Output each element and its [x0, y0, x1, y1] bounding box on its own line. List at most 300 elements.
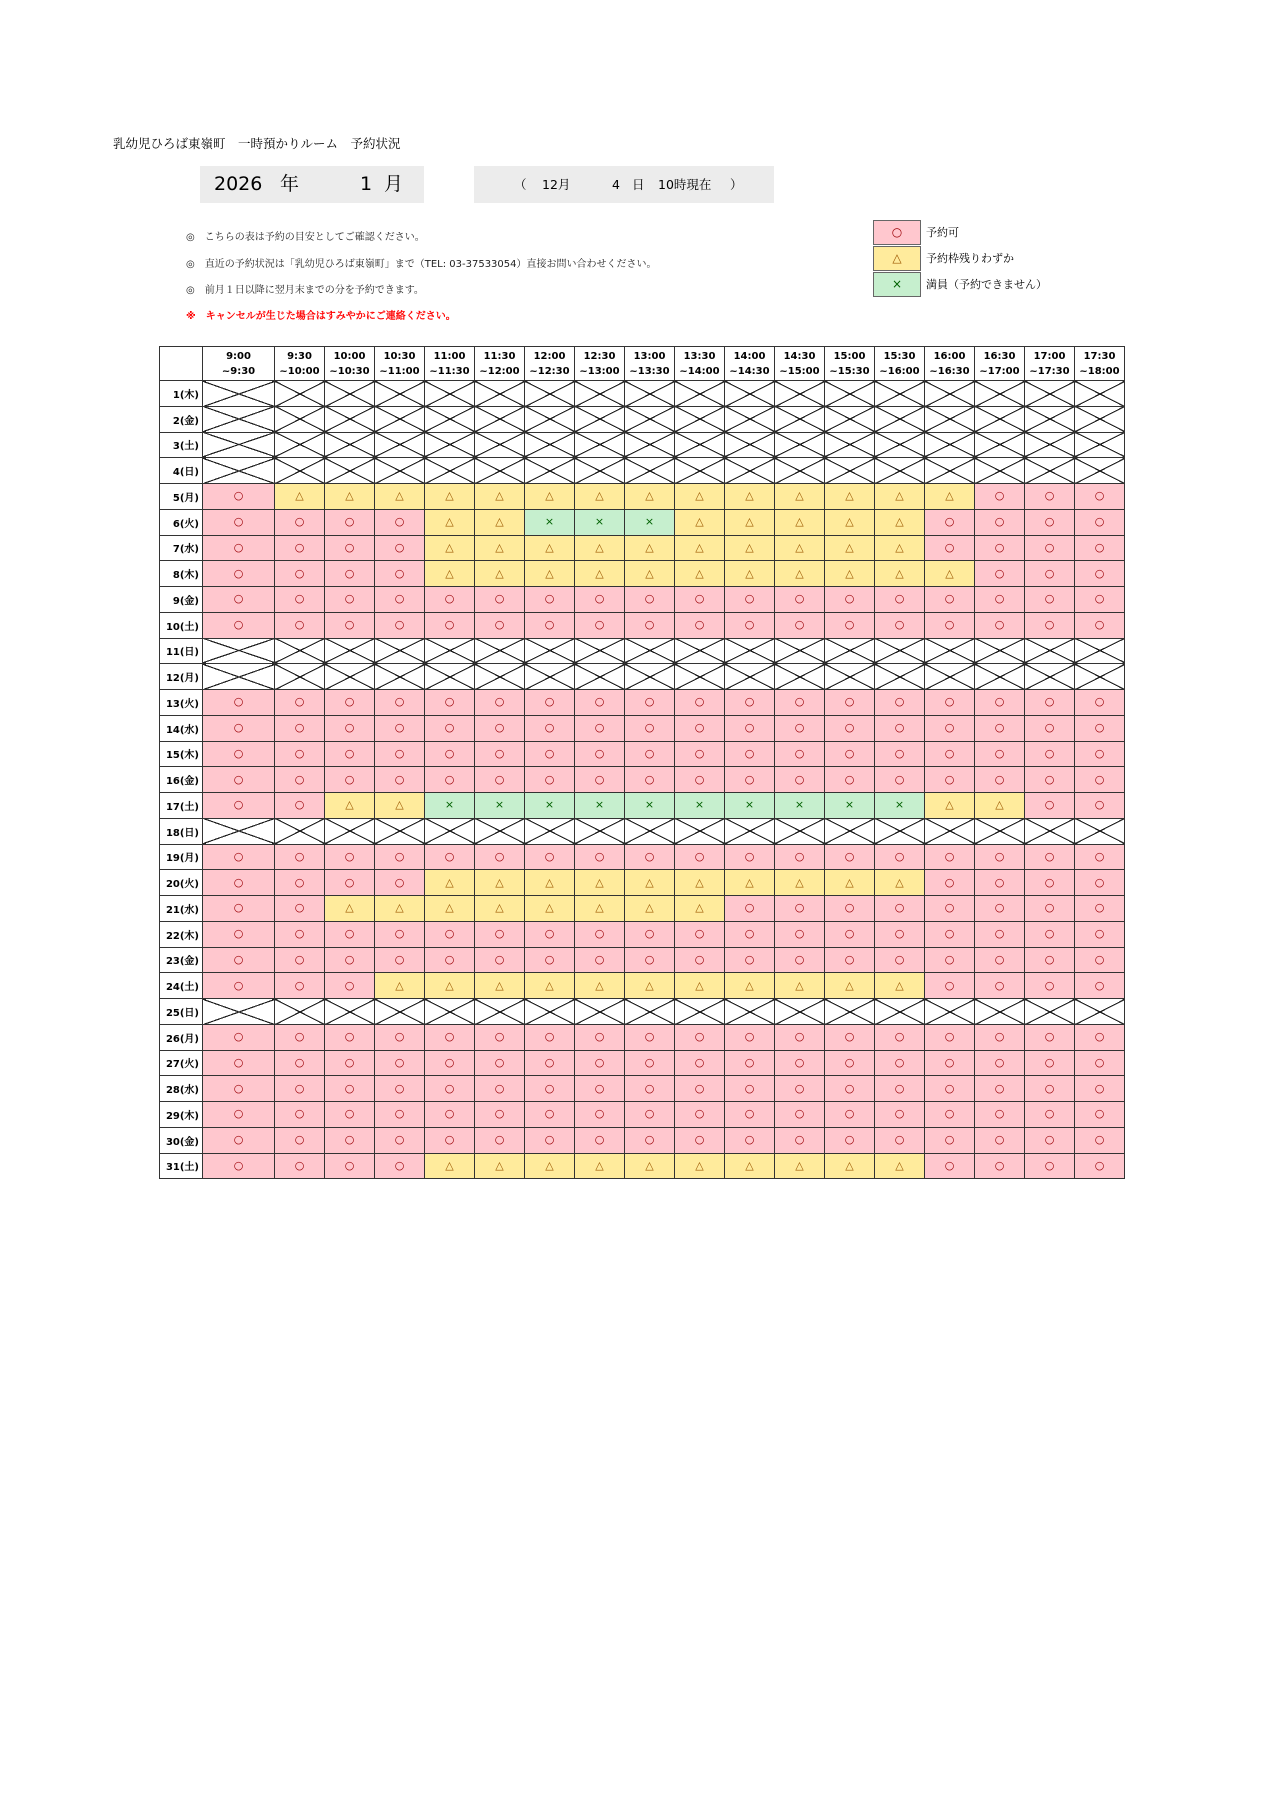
- slot-status-available: ○: [1075, 973, 1125, 999]
- closed-cell: [875, 432, 925, 458]
- slot-status-available: ○: [975, 587, 1025, 613]
- slot-status-few-left: △: [575, 561, 625, 587]
- closed-cell: [775, 638, 825, 664]
- closed-cell: [1025, 638, 1075, 664]
- slot-status-available: ○: [425, 844, 475, 870]
- slot-status-available: ○: [203, 715, 275, 741]
- day-label: 23(金): [160, 947, 203, 973]
- slot-status-few-left: △: [625, 896, 675, 922]
- slot-status-available: ○: [525, 587, 575, 613]
- slot-status-few-left: △: [575, 484, 625, 510]
- slot-status-available: ○: [825, 1024, 875, 1050]
- closed-cell: [825, 999, 875, 1025]
- slot-status-available: ○: [825, 1102, 875, 1128]
- slot-status-available: ○: [275, 509, 325, 535]
- slot-status-available: ○: [925, 896, 975, 922]
- slot-status-few-left: △: [575, 870, 625, 896]
- closed-cell: [975, 406, 1025, 432]
- slot-status-few-left: △: [425, 896, 475, 922]
- slot-status-available: ○: [375, 921, 425, 947]
- closed-cell: [275, 432, 325, 458]
- slot-status-available: ○: [625, 1076, 675, 1102]
- slot-status-available: ○: [1075, 1024, 1125, 1050]
- closed-cell: [975, 381, 1025, 407]
- table-row: [160, 767, 1125, 793]
- slot-status-few-left: △: [675, 870, 725, 896]
- closed-cell: [425, 406, 475, 432]
- slot-end: ~10:30: [329, 365, 370, 377]
- slot-status-available: ○: [825, 1050, 875, 1076]
- reservation-table: [159, 346, 1125, 1179]
- as-of-date-box: [474, 166, 774, 203]
- slot-end: ~9:30: [221, 365, 256, 377]
- slot-status-few-left: △: [875, 870, 925, 896]
- slot-status-available: ○: [675, 587, 725, 613]
- slot-status-available: ○: [975, 870, 1025, 896]
- closed-cell: [725, 664, 775, 690]
- closed-cell: [875, 664, 925, 690]
- slot-status-available: ○: [625, 741, 675, 767]
- slot-status-available: ○: [375, 1102, 425, 1128]
- slot-status-available: ○: [475, 690, 525, 716]
- slot-status-available: ○: [975, 1153, 1025, 1179]
- time-slot-header: [725, 347, 775, 381]
- slot-status-available: ○: [1075, 947, 1125, 973]
- slot-start: 16:00: [933, 350, 966, 362]
- closed-cell: [925, 664, 975, 690]
- slot-status-few-left: △: [925, 561, 975, 587]
- closed-cell: [625, 381, 675, 407]
- slot-status-few-left: △: [425, 561, 475, 587]
- slot-status-available: ○: [775, 587, 825, 613]
- slot-status-available: ○: [725, 612, 775, 638]
- slot-status-full: ×: [525, 509, 575, 535]
- slot-status-available: ○: [875, 921, 925, 947]
- slot-status-available: ○: [625, 1102, 675, 1128]
- slot-status-available: ○: [925, 1076, 975, 1102]
- closed-cell: [275, 638, 325, 664]
- slot-status-few-left: △: [675, 896, 725, 922]
- slot-status-available: ○: [875, 844, 925, 870]
- slot-status-full: ×: [525, 793, 575, 819]
- slot-status-available: ○: [375, 1076, 425, 1102]
- closed-cell: [675, 664, 725, 690]
- slot-status-available: ○: [725, 741, 775, 767]
- closed-cell: [425, 381, 475, 407]
- year-value: 2026: [214, 173, 263, 195]
- closed-cell: [325, 458, 375, 484]
- closed-cell: [775, 381, 825, 407]
- slot-status-available: ○: [275, 741, 325, 767]
- day-label: 29(木): [160, 1102, 203, 1128]
- slot-status-available: ○: [775, 1050, 825, 1076]
- slot-status-available: ○: [625, 947, 675, 973]
- closed-cell: [525, 406, 575, 432]
- slot-status-available: ○: [575, 587, 625, 613]
- slot-status-available: ○: [575, 741, 625, 767]
- slot-status-available: ○: [275, 1127, 325, 1153]
- as-of-day-unit: 日: [632, 177, 645, 192]
- closed-cell: [325, 638, 375, 664]
- table-row: [160, 690, 1125, 716]
- day-label: 1(木): [160, 381, 203, 407]
- cancel-warning: ※ キャンセルが生じた場合はすみやかにご連絡ください。: [186, 311, 456, 322]
- note-line: ◎ 前月１日以降に翌月末までの分を予約できます。: [186, 285, 424, 296]
- slot-status-available: ○: [1025, 535, 1075, 561]
- slot-start: 10:30: [383, 350, 416, 362]
- closed-cell: [275, 818, 325, 844]
- slot-status-available: ○: [1025, 612, 1075, 638]
- slot-status-available: ○: [375, 715, 425, 741]
- slot-status-available: ○: [725, 947, 775, 973]
- slot-status-few-left: △: [475, 973, 525, 999]
- slot-status-available: ○: [675, 690, 725, 716]
- slot-status-available: ○: [203, 870, 275, 896]
- slot-status-few-left: △: [275, 484, 325, 510]
- closed-cell: [725, 999, 775, 1025]
- slot-status-available: ○: [975, 844, 1025, 870]
- slot-end: ~11:30: [429, 365, 470, 377]
- slot-status-available: ○: [203, 587, 275, 613]
- closed-cell: [1025, 432, 1075, 458]
- slot-start: 15:30: [883, 350, 916, 362]
- slot-status-available: ○: [325, 870, 375, 896]
- slot-status-available: ○: [375, 612, 425, 638]
- slot-status-available: ○: [575, 1024, 625, 1050]
- closed-cell: [775, 406, 825, 432]
- slot-status-available: ○: [925, 741, 975, 767]
- slot-status-available: ○: [425, 947, 475, 973]
- time-slot-header: [275, 347, 325, 381]
- slot-status-available: ○: [925, 587, 975, 613]
- slot-status-available: ○: [325, 715, 375, 741]
- slot-status-few-left: △: [875, 509, 925, 535]
- slot-status-available: ○: [825, 741, 875, 767]
- table-row: [160, 587, 1125, 613]
- closed-cell: [825, 638, 875, 664]
- closed-cell: [875, 999, 925, 1025]
- closed-cell: [925, 432, 975, 458]
- slot-status-available: ○: [325, 535, 375, 561]
- slot-status-few-left: △: [475, 509, 525, 535]
- slot-status-few-left: △: [625, 484, 675, 510]
- day-label: 13(火): [160, 690, 203, 716]
- slot-status-available: ○: [203, 1127, 275, 1153]
- month-value: 1: [360, 173, 373, 195]
- slot-status-few-left: △: [425, 509, 475, 535]
- closed-cell: [575, 664, 625, 690]
- slot-status-available: ○: [775, 947, 825, 973]
- closed-cell: [425, 818, 475, 844]
- slot-status-available: ○: [825, 844, 875, 870]
- closed-cell: [475, 999, 525, 1025]
- slot-start: 11:30: [483, 350, 516, 362]
- slot-status-available: ○: [275, 535, 325, 561]
- slot-status-available: ○: [375, 1127, 425, 1153]
- slot-start: 10:00: [333, 350, 366, 362]
- slot-status-available: ○: [525, 844, 575, 870]
- slot-status-few-left: △: [725, 973, 775, 999]
- time-slot-header: [825, 347, 875, 381]
- slot-status-available: ○: [325, 1050, 375, 1076]
- closed-cell: [625, 458, 675, 484]
- slot-status-available: ○: [625, 715, 675, 741]
- slot-status-available: ○: [1025, 1076, 1075, 1102]
- day-label: 27(火): [160, 1050, 203, 1076]
- slot-status-full: ×: [725, 793, 775, 819]
- slot-status-available: ○: [1075, 1153, 1125, 1179]
- slot-status-few-left: △: [825, 561, 875, 587]
- slot-status-few-left: △: [675, 535, 725, 561]
- slot-status-full: ×: [875, 793, 925, 819]
- slot-status-few-left: △: [475, 484, 525, 510]
- slot-status-available: ○: [1075, 587, 1125, 613]
- slot-status-available: ○: [875, 741, 925, 767]
- slot-status-available: ○: [375, 535, 425, 561]
- slot-status-available: ○: [1075, 561, 1125, 587]
- table-row: [160, 535, 1125, 561]
- slot-status-available: ○: [675, 612, 725, 638]
- slot-status-available: ○: [375, 509, 425, 535]
- closed-cell: [575, 818, 625, 844]
- slot-status-few-left: △: [425, 484, 475, 510]
- slot-end: ~16:30: [929, 365, 970, 377]
- slot-status-available: ○: [875, 690, 925, 716]
- time-slot-header: [1025, 347, 1075, 381]
- time-slot-header: [625, 347, 675, 381]
- slot-status-few-left: △: [725, 1153, 775, 1179]
- table-row: [160, 406, 1125, 432]
- slot-start: 13:00: [633, 350, 666, 362]
- slot-status-few-left: △: [525, 973, 575, 999]
- slot-end: ~16:00: [879, 365, 920, 377]
- slot-status-few-left: △: [425, 535, 475, 561]
- day-label: 30(金): [160, 1127, 203, 1153]
- closed-cell: [475, 406, 525, 432]
- slot-status-few-left: △: [775, 973, 825, 999]
- slot-status-available: ○: [825, 587, 875, 613]
- slot-status-few-left: △: [475, 1153, 525, 1179]
- day-label: 10(土): [160, 612, 203, 638]
- as-of-time: 10時現在: [658, 177, 712, 192]
- as-of-day: 4: [612, 177, 620, 192]
- slot-status-few-left: △: [525, 484, 575, 510]
- slot-status-available: ○: [775, 690, 825, 716]
- slot-status-available: ○: [275, 947, 325, 973]
- slot-status-few-left: △: [525, 535, 575, 561]
- slot-status-available: ○: [775, 741, 825, 767]
- slot-status-available: ○: [825, 1127, 875, 1153]
- slot-status-available: ○: [575, 1076, 625, 1102]
- slot-status-available: ○: [675, 921, 725, 947]
- slot-status-few-left: △: [425, 1153, 475, 1179]
- slot-status-available: ○: [475, 1024, 525, 1050]
- slot-status-available: ○: [925, 715, 975, 741]
- closed-cell: [203, 458, 275, 484]
- closed-cell: [625, 638, 675, 664]
- slot-status-available: ○: [975, 612, 1025, 638]
- legend-label-few-left: 予約枠残りわずか: [926, 252, 1014, 265]
- slot-status-available: ○: [525, 741, 575, 767]
- closed-cell: [725, 406, 775, 432]
- slot-status-available: ○: [1025, 509, 1075, 535]
- slot-status-available: ○: [1025, 947, 1075, 973]
- slot-status-available: ○: [875, 587, 925, 613]
- slot-status-full: ×: [625, 509, 675, 535]
- slot-status-available: ○: [875, 947, 925, 973]
- day-label: 6(火): [160, 509, 203, 535]
- slot-status-few-left: △: [325, 896, 375, 922]
- slot-status-available: ○: [425, 1024, 475, 1050]
- slot-status-available: ○: [275, 1050, 325, 1076]
- time-slot-header: [975, 347, 1025, 381]
- slot-status-available: ○: [475, 844, 525, 870]
- page-title: 乳幼児ひろば東嶺町 一時預かりルーム 予約状況: [113, 136, 401, 151]
- time-slot-header: [875, 347, 925, 381]
- slot-status-available: ○: [825, 896, 875, 922]
- day-label: 7(水): [160, 535, 203, 561]
- slot-status-available: ○: [325, 587, 375, 613]
- day-label: 4(日): [160, 458, 203, 484]
- time-slot-header: [375, 347, 425, 381]
- closed-cell: [375, 406, 425, 432]
- slot-status-available: ○: [203, 690, 275, 716]
- slot-status-available: ○: [1025, 587, 1075, 613]
- day-label: 28(水): [160, 1076, 203, 1102]
- closed-cell: [775, 999, 825, 1025]
- slot-status-available: ○: [475, 587, 525, 613]
- slot-status-available: ○: [975, 484, 1025, 510]
- day-label: 25(日): [160, 999, 203, 1025]
- slot-status-available: ○: [275, 973, 325, 999]
- slot-status-full: ×: [575, 793, 625, 819]
- slot-end: ~17:30: [1029, 365, 1070, 377]
- slot-status-available: ○: [1025, 1127, 1075, 1153]
- slot-status-available: ○: [425, 921, 475, 947]
- day-label: 11(日): [160, 638, 203, 664]
- closed-cell: [203, 818, 275, 844]
- slot-status-few-left: △: [675, 973, 725, 999]
- slot-status-available: ○: [775, 1127, 825, 1153]
- slot-status-available: ○: [925, 1102, 975, 1128]
- slot-status-available: ○: [875, 1050, 925, 1076]
- slot-status-available: ○: [1025, 741, 1075, 767]
- slot-end: ~15:00: [779, 365, 820, 377]
- slot-status-available: ○: [1075, 715, 1125, 741]
- slot-status-few-left: △: [775, 535, 825, 561]
- slot-status-few-left: △: [575, 896, 625, 922]
- slot-status-available: ○: [725, 1076, 775, 1102]
- corner-cell: [160, 347, 203, 381]
- slot-status-available: ○: [1075, 509, 1125, 535]
- slot-status-available: ○: [525, 767, 575, 793]
- slot-status-available: ○: [425, 1050, 475, 1076]
- slot-start: 17:00: [1033, 350, 1066, 362]
- slot-status-available: ○: [925, 921, 975, 947]
- closed-cell: [875, 638, 925, 664]
- slot-status-available: ○: [925, 1127, 975, 1153]
- closed-cell: [525, 664, 575, 690]
- slot-status-available: ○: [325, 1102, 375, 1128]
- slot-status-available: ○: [425, 587, 475, 613]
- slot-status-available: ○: [1025, 1050, 1075, 1076]
- slot-status-available: ○: [203, 1153, 275, 1179]
- closed-cell: [425, 458, 475, 484]
- slot-status-few-left: △: [825, 973, 875, 999]
- closed-cell: [675, 406, 725, 432]
- slot-start: 17:30: [1083, 350, 1116, 362]
- closed-cell: [975, 638, 1025, 664]
- slot-status-available: ○: [625, 612, 675, 638]
- closed-cell: [275, 458, 325, 484]
- slot-status-available: ○: [625, 767, 675, 793]
- slot-status-available: ○: [775, 1076, 825, 1102]
- table-row: [160, 947, 1125, 973]
- slot-status-available: ○: [725, 1024, 775, 1050]
- table-row: [160, 973, 1125, 999]
- closed-cell: [525, 458, 575, 484]
- slot-status-available: ○: [1075, 690, 1125, 716]
- slot-status-available: ○: [275, 561, 325, 587]
- closed-cell: [325, 432, 375, 458]
- table-row: [160, 793, 1125, 819]
- closed-cell: [725, 432, 775, 458]
- closed-cell: [825, 818, 875, 844]
- slot-status-available: ○: [625, 921, 675, 947]
- slot-status-available: ○: [625, 1024, 675, 1050]
- slot-status-available: ○: [425, 741, 475, 767]
- slot-status-available: ○: [775, 715, 825, 741]
- closed-cell: [1075, 818, 1125, 844]
- slot-end: ~12:00: [479, 365, 520, 377]
- slot-status-available: ○: [275, 921, 325, 947]
- slot-status-available: ○: [925, 1050, 975, 1076]
- slot-status-available: ○: [375, 1050, 425, 1076]
- closed-cell: [1075, 638, 1125, 664]
- note-line: ◎ 直近の予約状況は「乳幼児ひろば東嶺町」まで（TEL: 03-37533054）直接お問い合わせください。: [186, 259, 657, 270]
- closed-cell: [1025, 664, 1075, 690]
- slot-status-available: ○: [525, 1024, 575, 1050]
- slot-status-available: ○: [975, 741, 1025, 767]
- closed-cell: [475, 818, 525, 844]
- slot-start: 11:00: [433, 350, 466, 362]
- slot-status-available: ○: [275, 1076, 325, 1102]
- slot-status-available: ○: [525, 1102, 575, 1128]
- slot-start: 14:00: [733, 350, 766, 362]
- slot-end: ~15:30: [829, 365, 870, 377]
- slot-status-available: ○: [275, 793, 325, 819]
- slot-status-available: ○: [875, 715, 925, 741]
- slot-status-few-left: △: [775, 509, 825, 535]
- slot-status-available: ○: [875, 1076, 925, 1102]
- slot-status-few-left: △: [725, 870, 775, 896]
- slot-status-available: ○: [975, 921, 1025, 947]
- table-row: [160, 896, 1125, 922]
- slot-status-available: ○: [1025, 767, 1075, 793]
- slot-end: ~17:00: [979, 365, 1020, 377]
- slot-status-available: ○: [425, 715, 475, 741]
- closed-cell: [775, 818, 825, 844]
- slot-status-available: ○: [1075, 1076, 1125, 1102]
- day-label: 22(木): [160, 921, 203, 947]
- closed-cell: [325, 999, 375, 1025]
- slot-status-few-left: △: [875, 973, 925, 999]
- slot-status-available: ○: [475, 612, 525, 638]
- slot-status-available: ○: [525, 715, 575, 741]
- slot-status-few-left: △: [375, 973, 425, 999]
- slot-status-available: ○: [1025, 973, 1075, 999]
- slot-status-available: ○: [575, 767, 625, 793]
